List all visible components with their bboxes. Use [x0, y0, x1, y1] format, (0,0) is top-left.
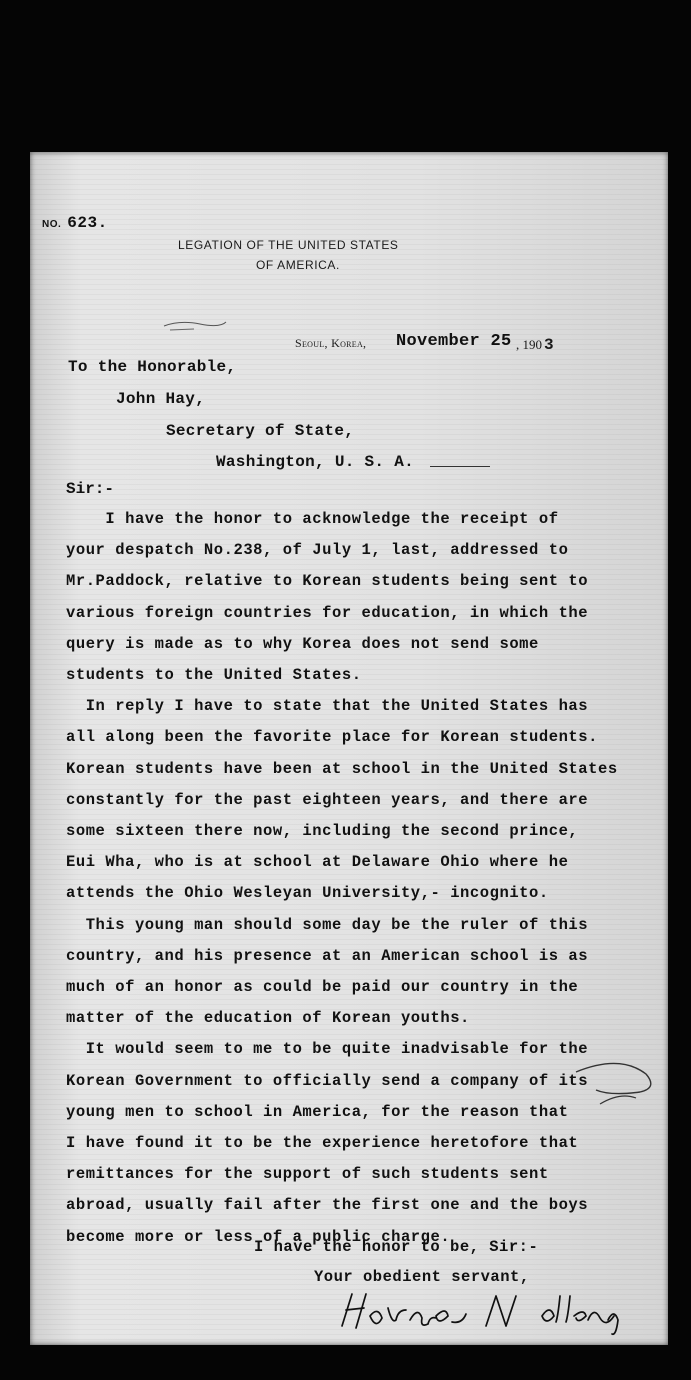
body-line: much of an honor as could be paid our country in the [66, 978, 579, 996]
closing-line-1: I have the honor to be, Sir:- [254, 1238, 539, 1256]
body-line: remittances for the support of such students sent [66, 1165, 549, 1184]
address-underline [430, 466, 490, 467]
body-line: query is made as to why Korea does not send some [66, 634, 539, 653]
dateline-year-prefix: , 190 [516, 337, 542, 352]
body-line: In reply I have to state that the United States has [66, 697, 589, 716]
body-line: matter of the education of Korean youths. [66, 1009, 470, 1028]
dateline-year [516, 336, 554, 354]
salutation: Sir:- [66, 480, 115, 498]
letterhead-line-1: LEGATION OF THE UNITED STATES [178, 238, 399, 252]
address-line-2: John Hay, [116, 390, 206, 408]
handwritten-signature [336, 1286, 626, 1338]
body-line: your despatch No.238, of July 1, last, addressed to [66, 541, 569, 560]
letterhead-line-2: OF AMERICA. [256, 258, 340, 272]
body-line: some sixteen there now, including the second prince, [66, 822, 579, 840]
address-line-1: To the Honorable, [68, 358, 237, 376]
body-line: young men to school in America, for the reason that [66, 1102, 569, 1121]
despatch-number-label: NO. [42, 219, 62, 230]
address-line-4: Washington, U. S. A. [216, 453, 415, 471]
dateline-year-digit: 3 [544, 336, 554, 354]
body-line: become more or less of a public charge. [66, 1227, 451, 1246]
margin-annotation-mark [570, 1052, 660, 1122]
body-line: abroad, usually fail after the first one and the boys [66, 1196, 589, 1215]
body-line: I have found it to be the experience heretofore that [66, 1134, 579, 1152]
dateline-place: Seoul, Korea, [295, 336, 367, 350]
body-line: Eui Wha, who is at school at Delaware Ohio where he [66, 853, 569, 872]
letter-page [30, 152, 668, 1345]
dateline-date: November 25 [396, 332, 512, 351]
body-line: Korean Government to officially send a company of its [66, 1071, 589, 1090]
body-line: Korean students have been at school in the United States [66, 759, 618, 778]
body-line: country, and his presence at an American school is as [66, 946, 589, 965]
body-line: various foreign countries for education, in which the [66, 603, 589, 622]
despatch-number [42, 214, 108, 232]
body-line: This young man should some day be the ruler of this [66, 915, 589, 934]
body-line: constantly for the past eighteen years, and there are [66, 790, 589, 809]
body-line: I have the honor to acknowledge the receipt of [66, 510, 559, 528]
pencil-mark [160, 312, 230, 334]
closing-line-2: Your obedient servant, [314, 1268, 530, 1286]
body-line: all along been the favorite place for Korean students. [66, 728, 598, 747]
body-line: attends the Ohio Wesleyan University,- incognito. [66, 884, 549, 903]
body-line: It would seem to me to be quite inadvisable for the [66, 1040, 589, 1059]
body-line: students to the United States. [66, 666, 362, 684]
despatch-number-value: 623. [67, 214, 108, 232]
body-line: Mr.Paddock, relative to Korean students being sent to [66, 572, 589, 591]
address-line-3: Secretary of State, [166, 422, 355, 440]
